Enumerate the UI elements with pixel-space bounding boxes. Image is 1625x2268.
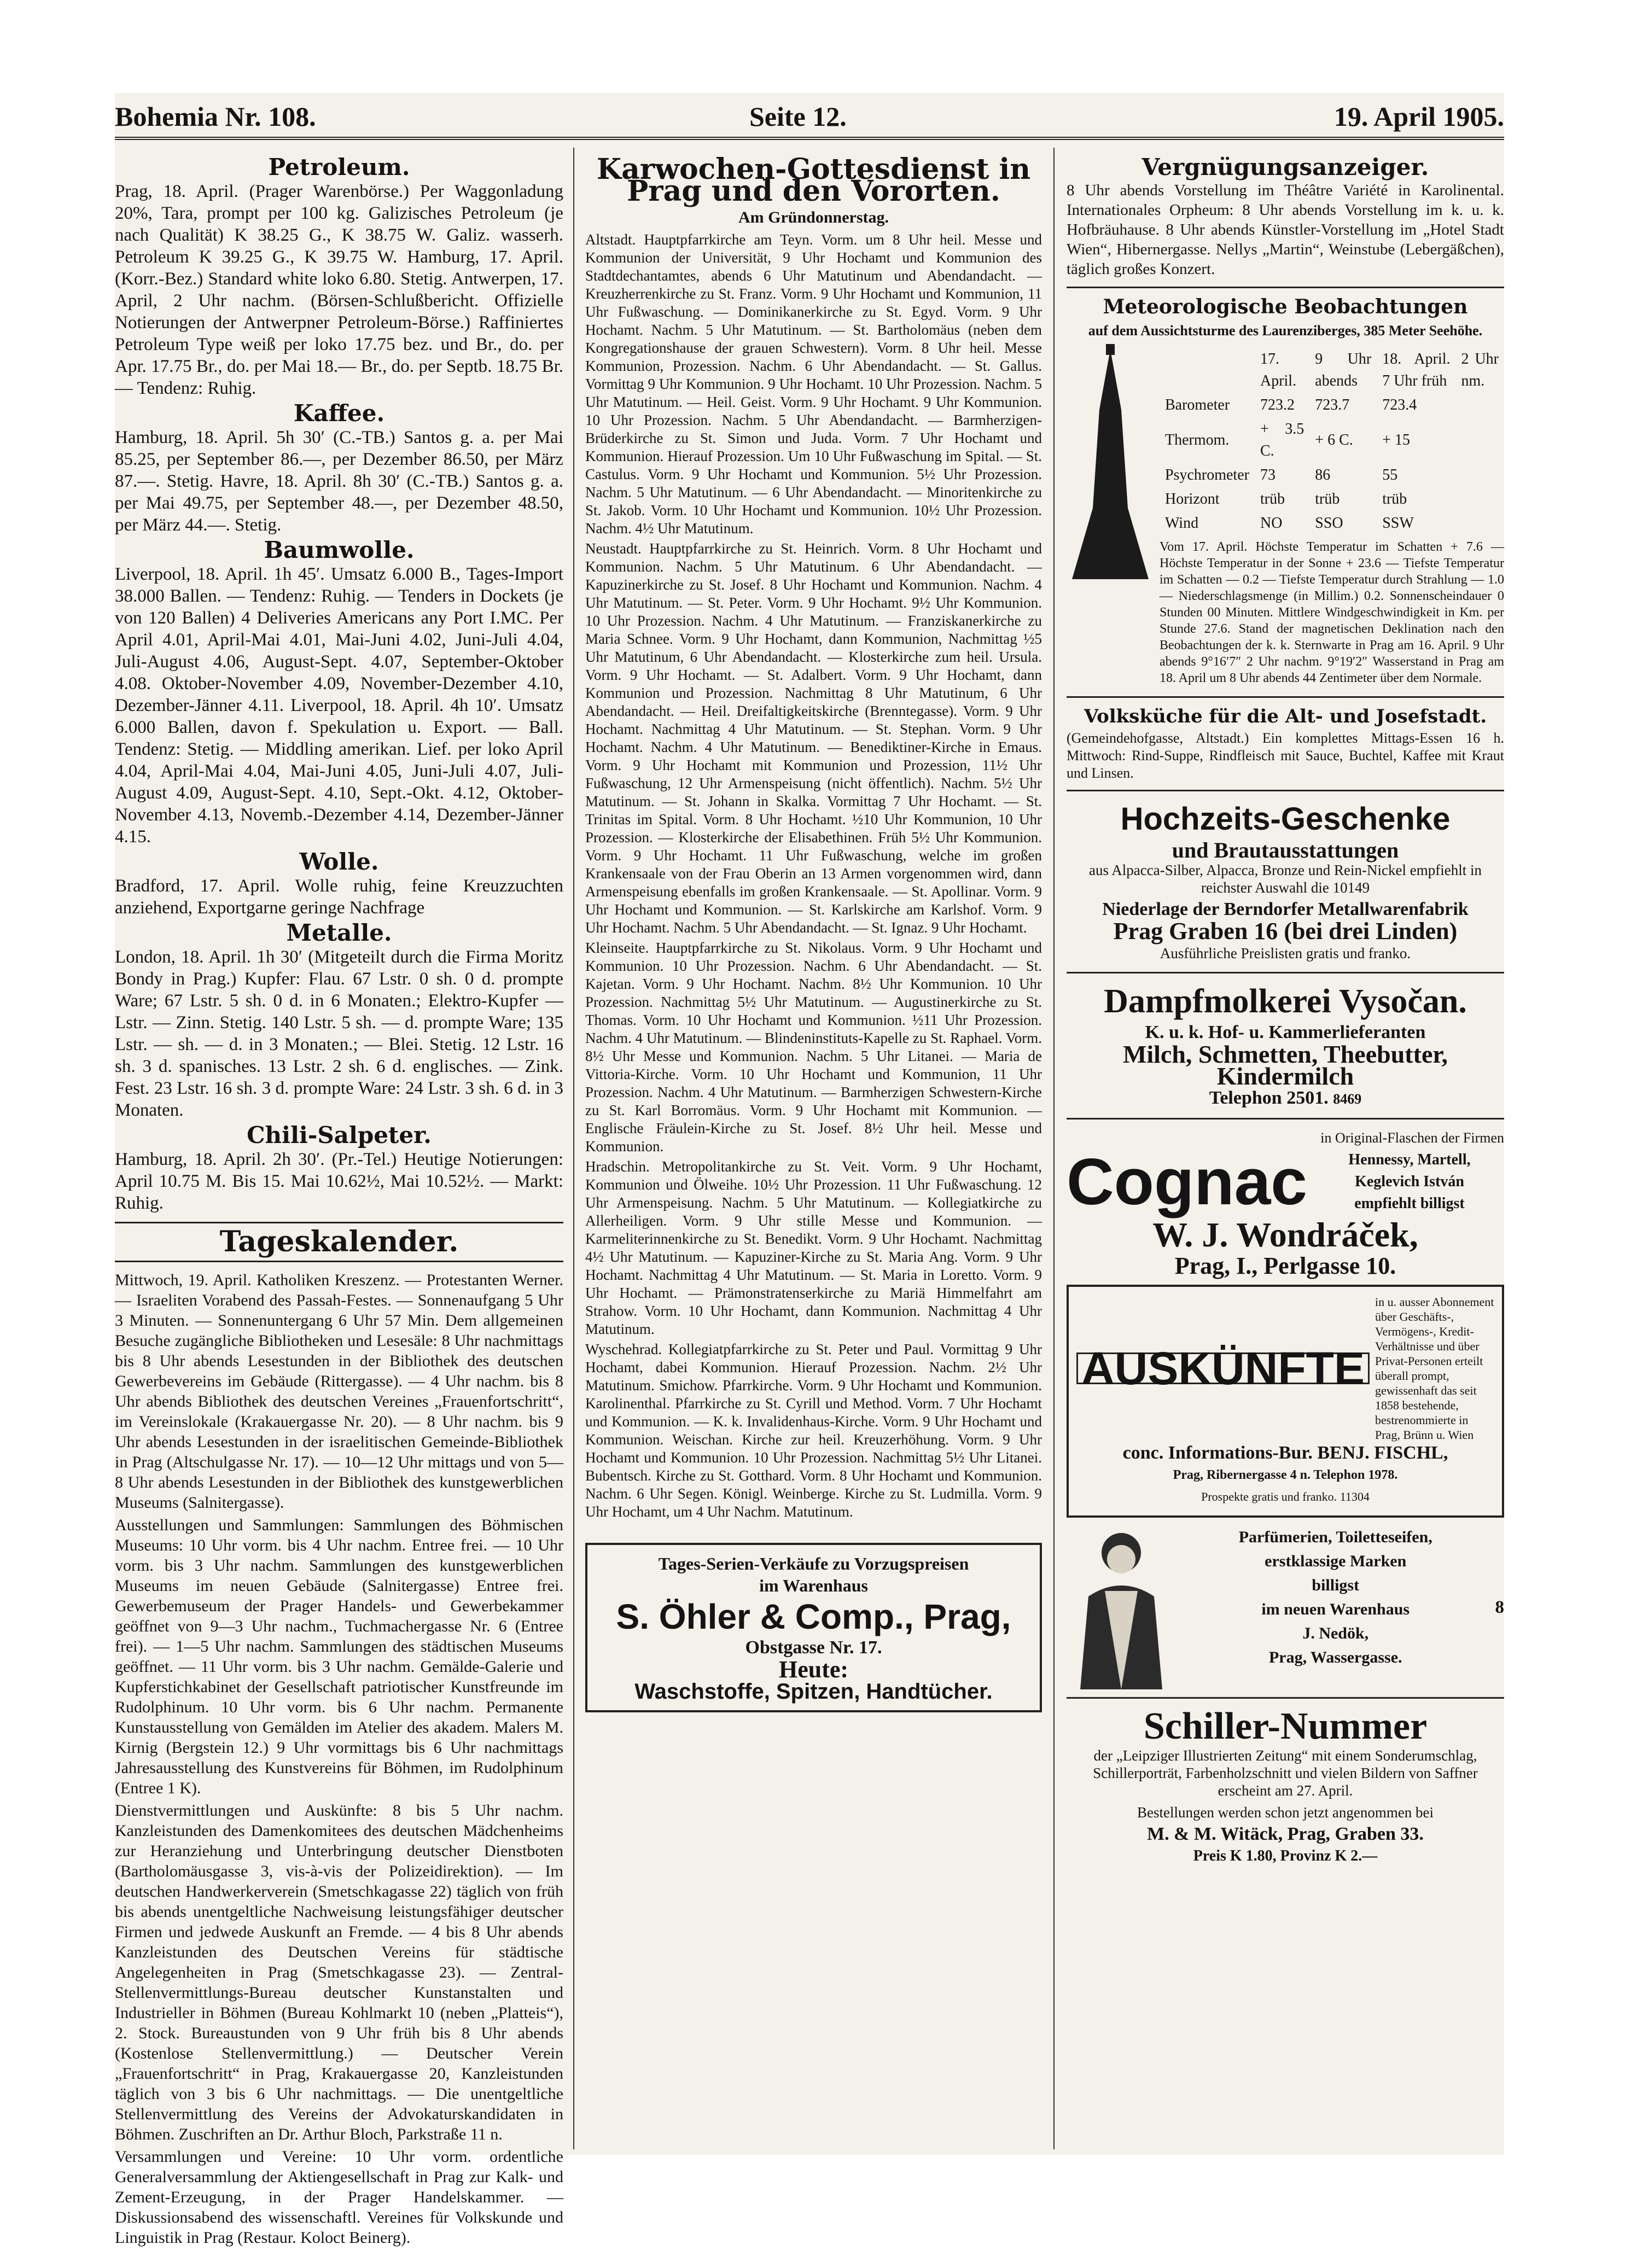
section-title-karwochen: Karwochen-Gottesdienst in Prag und den Vororten. [596,153,1031,208]
ad-parf-lines [1185,1525,1487,1689]
section-subtitle: Am Gründonnerstag. [738,208,889,226]
ad-dampf-telephone: Telephon 2501. 8469 [1209,1088,1362,1108]
weather-header-cell: 9 Uhr abends [1315,351,1372,389]
petroleum-report: Prag, 18. April. (Prager Warenbörse.) Per Waggonladung 20%, Tara, prompt per 100 kg. Galizisches Petroleum (je nach Qualität) K 38.25 G., K 38.75 W. Galiz. wasserh. Petroleum K 39.25 G., K 39.75 W. Hamburg, 17. April. (Korr.-Bez.) Standard white loko 6.80. Stetig. Antwerpen, 17. April, 2 Uhr nachm. (Börsen-Schlußbericht. Offizielle Notierungen der Antwerpner Petroleum-Börse.) Raffiniertes Petroleum Type weiß per loko 17.75 bez. und Br., do. per Apr. 17.75 Br., do. per Mai 18.— Br., do. per Septb. 18.75 Br. — Tendenz: Ruhig. [115,182,563,398]
weather-row [1160,393,1504,417]
column-gottesdienst [585,153,1042,2144]
ausstellungen-text: Ausstellungen und Sammlungen: Sammlungen des Böhmischen Museums: 10 Uhr vorm. bis 4 Uhr nachm. Entree frei. — 10 Uhr vorm. bis 3 Uhr nachm. Sammlungen des kunstgewerblichen Museums im neuen Gebäude (Salnitergasse) Entree frei. Gewerbemuseum der Prager Handels- und Gewerbekammer geöffnet von 9—3 Uhr nachm., Tuchmachergasse Nr. 6 (Entree frei). — 1—5 Uhr nachm. Sammlungen des städtischen Museums geöffnet. — 11 Uhr vorm. bis 3 Uhr nachm. Gemälde-Galerie und Kupferstichkabinet der Gesellschaft patriotischer Kunstfreunde im Rudolphinum. 10 Uhr vorm. bis 6 Uhr nachm. Permanente Kunstausstellung von Gemälden im Atelier des akadem. Malers M. Kirnig (Bergstein 12.) 9 Uhr vormittags bis 6 Uhr nachmittags Jahresausstellung des Kunstvereins für Böhmen, im Rudolphinum (Entree 1 K). [115,1516,563,1797]
ad-hochzeit-firm: Niederlage der Berndorfer Metallwarenfabrik [1102,899,1469,919]
ad-schiller [1067,1706,1504,1867]
weather-header-cell [1160,347,1255,393]
ad-oehler-today: Heute: [778,1656,849,1683]
weather-cell: 55 [1382,467,1398,483]
weather-cell: NO [1260,515,1283,532]
ad-auskuenfte-address: Prag, Ribernergasse 4 n. Telephon 1978. [1173,1468,1398,1482]
weather-cell: SSO [1315,515,1343,532]
weather-block [1067,344,1504,689]
section-title-kaffee: Kaffee. [293,400,385,427]
ad-parf-line: J. Nedök, [1302,1624,1369,1642]
vororte-text: Wyschehrad. Kollegiatpfarrkirche zu St. Peter und Paul. Vormittag 9 Uhr Hochamt, dabei Kommunion. Hierauf Prozession. Nachm. 2½ Uhr Matutinum. Smichow. Pfarrkirche. Vorm. 9 Uhr Hochamt und Kommunion. Karolinenthal. Pfarrkirche zu St. Cyrill und Method. Vorm. 7 Uhr Hochamt und Kommunion. — K. k. Invalidenhaus-Kirche. Vorm. 9 Uhr Hochamt und Kommunion. Weischan. Kirche zur heil. Kreuzerhöhung. Vorm. 9 Uhr Hochamt und Kommunion. 10 Uhr Prozession. Nachmittag 5½ Uhr Litanei. Bubentsch. Kirche zu St. Gotthard. Vorm. 8 Uhr Hochamt und Kommunion. Nachm. 6 Uhr Segen. Königl. Weinberge. Kirche zu St. Ludmilla. Vorm. 9 Uhr Hochamt, um 4 Uhr Nachm. Matutinum. [585,1341,1042,1520]
ad-dampf-title: Dampfmolkerei Vysočan. [1104,983,1467,1020]
column-divider [1053,148,1055,2149]
ad-oehler [585,1543,1042,1712]
weather-cell: + 15 [1382,432,1410,448]
newspaper-page [115,93,1504,2247]
weather-cell: trüb [1260,491,1285,508]
divider [1067,972,1504,973]
weather-cell: SSW [1382,515,1414,532]
weather-row [1160,511,1504,535]
ad-oehler-name: S. Öhler & Comp., Prag, [616,1597,1011,1636]
metalle-report: London, 18. April. 1h 30′ (Mitgeteilt durch die Firma Moritz Bondy in Prag.) Kupfer: Flau. 67 Lstr. 0 sh. 0 d. prompte Ware; 67 Lstr. 5 sh. 0 d. in 6 Monaten.; Elektro-Kupfer — Lstr. — Zinn. Stetig. 140 Lstr. 5 sh. — d. prompte Ware; 135 Lstr. — sh. — d. in 3 Monaten.; — Blei. Stetig. 12 Lstr. 16 sh. 3 d. spanisches. 13 Lstr. 2 sh. 6 d. englisches. — Zink. Fest. 23 Lstr. 16 sh. 3 d. prompte Ware: 24 Lstr. 3 sh. 6 d. in 3 Monaten. [115,947,563,1120]
ad-hochzeit-sub: und Brautausstattungen [1172,838,1399,862]
weather-cell: + 3.5 C. [1260,421,1304,459]
meteorologie-subtitle: auf dem Aussichtsturme des Laurenziberges, 385 Meter Seehöhe. [1088,323,1483,339]
weather-cell: Thermom. [1165,432,1230,448]
volkskueche-text: (Gemeindehofgasse, Altstadt.) Ein komplettes Mittags-Essen 16 h. Mittwoch: Rind-Suppe, Rindfleisch mit Sauce, Buchtel, Kaffee mit Kraut und Linsen. [1067,730,1504,781]
ad-dampf-sub2: Milch, Schmetten, Theebutter, Kindermilch [1122,1040,1448,1090]
column-divider [573,148,574,2149]
ad-hochzeit-address: Prag Graben 16 (bei drei Linden) [1113,918,1458,944]
section-title-petroleum: Petroleum. [268,154,410,180]
weather-row [1160,417,1504,463]
ad-schiller-text: der „Leipziger Illustrierten Zeitung“ mit einem Sonderumschlag, Schillerporträt, Farbenholzschnitt und vielen Bildern von Saffner erscheint am 27. April. [1093,1747,1478,1799]
ad-schiller-price: Preis K 1.80, Provinz K 2.— [1193,1847,1378,1864]
section-title-wolle: Wolle. [299,848,379,875]
hradschin-text: Hradschin. Metropolitankirche zu St. Veit. Vorm. 9 Uhr Hochamt, Kommunion und Ölweihe. 10½ Uhr Prozession. 11 Uhr Fußwaschung. 12 Uhr Armenspeisung. Nachm. 5 Uhr Matutinum. — Kollegiatkirche zu Allerheiligen. Vorm. 9 Uhr stille Messe und Kommunion. — Karmeliterinnenkirche zu St. Benedikt. Vorm. 9 Uhr Hochamt. Nachmittag 4½ Uhr Matutinum. — Kapuziner-Kirche zu St. Maria Ang. Vorm. 9 Uhr Hochamt. Nachmittag 4 Uhr Matutinum. — St. Maria in Loretto. Vorm. 9 Uhr Hochamt. — Prämonstratenserkirche zu Mariä Himmelfahrt am Strahow. Vorm. 10 Uhr Hochamt, dann Kommunion. Nachmittag 4 Uhr Matutinum. [585,1158,1042,1337]
divider [1067,696,1504,698]
weather-cell: Psychrometer [1165,467,1249,483]
ad-oehler-line1: Tages-Serien-Verkäufe zu Vorzugspreisen [658,1554,969,1573]
weather-cell: 73 [1260,467,1275,483]
baumwolle-report: Liverpool, 18. April. 1h 45′. Umsatz 6.000 B., Tages-Import 38.000 Ballen. — Tendenz: Ruhig. — Tenders in Dockets (je von 120 Ballen) 4 Deliveries Americans any Port I.MC. Per April 4.01, April-Mai 4.01, Mai-Juni 4.02, Juni-Juli 4.04, Juli-August 4.06, August-Sept. 4.07, September-Oktober 4.08. Oktober-November 4.09, November-Dezember 4.10, Dezember-Jänner 4.11. Liverpool, 18. April. 4h 10′. Umsatz 6.000 Ballen, davon f. Spekulation u. Export. — Ball. Tendenz: Stetig. — Middling amerikan. Lief. per loko April 4.04, April-Mai 4.04, Mai-Juni 4.05, Juni-Juli 4.07, Juli-August 4.09, August-Sept. 4.10, Sept.-Okt. 4.12, Oktober-November 4.13, Novemb.-Dezember 4.14, Dezember-Jänner 4.15. [115,564,563,847]
wolle-report: Bradford, 17. April. Wolle ruhig, feine Kreuzzuchten anziehend, Exportgarne geringe Nachfrage [115,876,563,918]
section-title-chili: Chili-Salpeter. [247,1122,432,1148]
page-header [115,93,1504,140]
ad-parf-number: 8 [1495,1597,1504,1617]
vergnuegung-text: 8 Uhr abends Vorstellung im Théâtre Variété in Karolinental. Internationales Orpheum: 8 Uhr abends Vorstellung im k. u. k. Hofbräuhause. 8 Uhr abends Künstler-Vorstellung im „Hotel Stadt Wien“, Hibernergasse. Nellys „Martin“, Weinstube (Lebergäßchen), täglich großes Konzert. [1067,182,1504,278]
ad-auskuenfte-number: 11304 [1339,1490,1370,1503]
ad-oehler-items: Waschstoffe, Spitzen, Handtücher. [634,1680,993,1704]
dienst-text: Dienstvermittlungen und Auskünfte: 8 bis 5 Uhr nachm. Kanzleistunden des Damenkomitees des deutschen Mädchenheims zur Heranziehung und Unterbringung deutscher Dienstboten (Bartholomäusgasse 3, vis-à-vis der Polizeidirektion). — Im deutschen Handwerkerverein (Smetschkagasse 22) täglich von früh bis abends unentgeltliche Nachweisung leistungsfähiger deutscher Firmen und jedwede Auskunft an Fremde. — 4 bis 8 Uhr abends Kanzleistunden des Deutschen Vereins für städtische Angelegenheiten in Prag (Smetschkagasse 23). — Zentral-Stellenvermittlungs-Bureau deutscher Kunstanstalten und Industrieller in Böhmen (Bureau Kohlmarkt 10 (neben „Platteis“), 2. Stock. Bureaustunden von 9 Uhr früh bis 8 Uhr abends (Kostenlose Stellenvermittlung.) — Deutscher Verein „Frauenfortschritt“ in Prag, Krakauergasse 20, Kanzleistunden täglich von 3 bis 6 Uhr nachmittags. — Die unentgeltliche Stellenvermittlung des Vereins der Advokaturskandidaten in Böhmen. Zuschriften an Dr. Arthur Bloch, Parkstraße 11 n. [115,1801,563,2143]
section-title-volkskueche: Volksküche für die Alt- und Josefstadt. [1084,706,1487,727]
section-title-baumwolle: Baumwolle. [264,537,415,563]
divider [115,1222,563,1223]
altstadt-text: Altstadt. Hauptpfarrkirche am Teyn. Vorm. um 8 Uhr heil. Messe und Kommunion der Universität, 9 Uhr Hochamt und Kommunion des Stadtdechantamtes, abends 6 Uhr Matutinum und Abendandacht. — Kreuzherrenkirche zu St. Franz. Vorm. 9 Uhr Hochamt und Kommunion, 11 Uhr Fußwaschung. — Dominikanerkirche zu St. Egyd. Vorm. 9 Uhr Hochamt. Nachm. 5 Uhr Matutinum. — St. Bartholomäus (neben dem Kongregationshause der grauen Schwestern). Vorm. 8 Uhr heil. Messe Kommunion, Prozession. Nachm. 6 Uhr Abendandacht. — St. Gallus. Vormittag 9 Uhr Kommunion. 9 Uhr Hochamt. 10 Uhr Prozession. Nachm. 5 Uhr Matutinum. — Heil. Geist. Vorm. 9 Uhr Hochamt. 9 Uhr Kommunion. 10 Uhr Prozession. Nachm. 5 Uhr Abendandacht. — Barmherzigen-Brüderkirche zu St. Simon und Juda. Vorm. 7 Uhr Hochamt und Kommunion. Hierauf Prozession. Um 10 Uhr Fußwaschung im Spital. — St. Castulus. Vorm. 9 Uhr Hochamt und Kommunion. 5½ Uhr Prozession. Nachm. 5 Uhr Matutinum. — 6 Uhr Abendandacht. — Minoritenkirche zu St. Jakob. Vorm. 10 Uhr Hochamt und Kommunion. 10½ Uhr Prozession. Nachm. 4½ Uhr Matutinum. [585,231,1042,537]
weather-cell: Barometer [1165,397,1230,413]
ad-parf-line: Prag, Wassergasse. [1268,1648,1402,1666]
weather-table-header [1160,347,1504,393]
versammlungen-text: Versammlungen und Vereine: 10 Uhr vorm. ordentliche Generalversammlung der Aktiengesellschaft in Prag zur Kalk- und Zement-Erzeugung, in der Prager Handelskammer. — Diskussionsabend des wissenschaftl. Vereines für Volkskunde und Linguistik in Prag (Restaur. Koloct Beinerg). [115,2148,563,2247]
weather-cell: 723.7 [1315,397,1350,413]
section-title-metalle: Metalle. [286,919,392,946]
weather-row [1160,463,1504,487]
ad-auskuenfte-foot: Prospekte gratis und franko. [1201,1490,1337,1503]
section-title-vergnuegung: Vergnügungsanzeiger. [1141,154,1429,180]
ad-auskuenfte [1067,1285,1504,1518]
ad-parf-line: erstklassige Marken [1265,1552,1407,1570]
weather-cell: Horizont [1165,491,1220,508]
weather-cell: trüb [1382,491,1407,508]
divider [1067,790,1504,791]
page-number: Seite 12. [749,101,847,132]
ad-auskuenfte-firm: conc. Informations-Bur. BENJ. FISCHL, [1122,1443,1448,1463]
divider [1067,1118,1504,1120]
ad-schiller-text2: Bestellungen werden schon jetzt angenommen bei [1137,1804,1434,1821]
ad-oehler-address: Obstgasse Nr. 17. [745,1637,882,1658]
ad-hochzeit [1067,799,1504,964]
neustadt-text: Neustadt. Hauptpfarrkirche zu St. Heinrich. Vorm. 8 Uhr Hochamt und Kommunion. Nachm. 5 Uhr Matutinum. 6 Uhr Abendandacht. — Kapuzinerkirche zu St. Josef. 8 Uhr Hochamt und Kommunion. Nachm. 4 Uhr Matutinum. — St. Peter. Vorm. 9 Uhr Hochamt. 9½ Uhr Kommunion. 10 Uhr Prozession. Nachm. 4 Uhr Matutinum. — Franziskanerkirche zu Maria Schnee. Vorm. 9 Uhr Hochamt, dann Kommunion, Nachmittag ½5 Uhr Matutinum, 6 Uhr Abendandacht. — Klosterkirche zum heil. Ursula. Vorm. 9 Uhr Hochamt. — St. Adalbert. Vorm. 9 Uhr Hochamt, dann Kommunion und Prozession. Nachmittag 8 Uhr Matutinum, 6 Uhr Abendandacht. — Heil. Dreifaltigkeitskirche (Brenntegasse). Vorm. 9 Uhr Hochamt. Nachmittag 4 Uhr Matutinum. — St. Stephan. Vorm. 9 Uhr Hochamt. Nachm. 4 Uhr Matutinum. — Benediktiner-Kirche in Emaus. Vorm. 9 Uhr Hochamt mit Kommunion und Prozession, 11½ Uhr Fußwaschung, 12 Uhr Armenspeisung (nicht öffentlich). Nachm. 5½ Uhr Matutinum. — St. Johann in Skalka. Vormittag 7 Uhr Hochamt. — St. Trinitas im Spital. Vorm. 8 Uhr Hochamt. ½10 Uhr Kommunion, 10 Uhr Prozession. — Klosterkirche der Elisabethinen. Früh 5½ Uhr Kommunion. Vorm. 9 Uhr Hochamt. 11 Uhr Fußwaschung, welche im großen Krankensaale von der Frau Oberin an 13 Armen vorgenommen wird, dann Armenspeisung ebenfalls im großen Krankensaale. — St. Apollinar. Vorm. 9 Uhr Hochamt und Kommunion. — St. Karlskirche am Karlshof. Vorm. 9 Uhr Hochamt. Nachm. 5 Uhr Abendandacht. — St. Ignaz. 9 Uhr Hochamt. [585,540,1042,936]
kaffee-report: Hamburg, 18. April. 5h 30′ (C.-TB.) Santos g. a. per Mai 85.25, per September 86.—, per Dezember 86.50, per März 87.—. Stetig. Havre, 18. April. 8h 30′ (C.-TB.) Santos g. a. per Mai 49.75, per September 48.—, per Dezember 48.50, per März 44.—. Stetig. [115,428,563,535]
divider [115,1261,563,1262]
ad-parf-line: billigst [1312,1576,1360,1594]
weather-header-cell: 17. April. [1260,351,1297,389]
chili-report: Hamburg, 18. April. 2h 30′. (Pr.-Tel.) Heutige Notierungen: April 10.75 M. Bis 15. Mai 10.62½, Mai 10.52½. — Markt: Ruhig. [115,1150,563,1213]
weather-notes: Vom 17. April. Höchste Temperatur im Schatten + 7.6 — Höchste Temperatur in der Sonne + 23.6 — Tiefste Temperatur im Schatten — 0.2 — Tiefste Temperatur durch Strahlung — 1.0 — Niederschlagsmenge (in Millim.) 0.2. Sonnenscheindauer 0 Stunden 00 Minuten. Mittlere Windgeschwindigkeit in Km. per Stunde 27.6. Stand der magnetischen Deklination nach den Beobachtungen der k. k. Sternwarte in Prag am 16. April. 9 Uhr abends 9°16′7″ 2 Uhr nachm. 9°19′2″ Wasserstand in Prag am 18. April um 8 Uhr abends 44 Zentimeter über dem Normale. [1160,540,1504,685]
weather-cell: + 6 C. [1315,432,1353,448]
issue-date: 19. April 1905. [1333,101,1504,132]
weather-cell: Wind [1165,515,1199,532]
ad-cognac-firms: Hennessy, Martell, Keglevich István empfiehlt billigst [1348,1151,1471,1212]
ad-cognac-address: Prag, I., Perlgasse 10. [1174,1252,1396,1279]
weather-row [1160,487,1504,511]
ad-cognac-pre: in Original-Flaschen der Firmen [1320,1130,1504,1146]
weather-cell: 86 [1315,467,1331,483]
weather-cell: 723.2 [1260,397,1295,413]
ad-parf-line: Parfümerien, Toiletteseifen, [1238,1528,1432,1546]
ad-schiller-firm: M. & M. Witäck, Prag, Graben 33. [1147,1824,1424,1844]
ad-hochzeit-title: Hochzeits-Geschenke [1120,801,1451,837]
ad-cognac-title: Cognac [1067,1145,1308,1218]
ad-dampfmolkerei [1067,981,1504,1110]
ad-auskuenfte-title: AUSKÜNFTE [1076,1352,1370,1384]
section-title-kalender: Tageskalender. [219,1225,459,1258]
column-markets [115,153,563,2247]
ad-cognac [1067,1127,1504,1277]
ad-hochzeit-foot: Ausführliche Preislisten gratis und franko. [1160,945,1411,961]
ad-cognac-name: W. J. Wondráček, [1152,1215,1418,1254]
divider [1067,1697,1504,1699]
ad-auskuenfte-text: in u. ausser Abonnement über Geschäfts-, Vermögens-, Kredit-Verhältnisse und über Privat-Personen erteilt überall prompt, gewissenhaft das seit 1858 bestehende, bestrenommierte in Prag, Brünn u. Wien [1375,1295,1494,1442]
weather-table [1160,347,1504,535]
weather-cell: 723.4 [1382,397,1417,413]
ad-hochzeit-text: aus Alpacca-Silber, Alpacca, Bronze und Rein-Nickel empfiehlt in reichster Auswahl die 10149 [1089,862,1482,896]
ad-parf-line: im neuen Warenhaus [1261,1600,1410,1618]
weather-header-cell: 18. April. 7 Uhr früh [1382,351,1451,389]
ad-parfuemerie [1067,1525,1504,1689]
weather-cell: trüb [1315,491,1340,508]
section-title-meteorologie: Meteorologische Beobachtungen [1103,295,1468,318]
lady-portrait-illustration [1067,1525,1176,1689]
kleinseite-text: Kleinseite. Hauptpfarrkirche zu St. Nikolaus. Vorm. 9 Uhr Hochamt und Kommunion. 10 Uhr Prozession. Nachm. 6 Uhr Abendandacht. — St. Kajetan. Vorm. 9 Uhr Hochamt. Nachm. 8½ Uhr Kommunion. 10 Uhr Prozession. Nachmittag 5½ Uhr Matutinum. — Augustinerkirche zu St. Thomas. Vorm. 10 Uhr Hochamt und Kommunion. ½11 Uhr Prozession. Nachm. 4 Uhr Matutinum. — Blindeninstituts-Kapelle zu St. Raphael. Vorm. 8½ Uhr Messe und Kommunion. Nachm. 5 Uhr Litanei. — Maria de Vittoria-Kirche. Vorm. 10 Uhr Hochamt und Kommunion, 11 Uhr Prozession. Nachm. 4 Uhr Matutinum. — Barmherzigen Schwestern-Kirche zu St. Karl Borromäus. Vorm. 9 Uhr Hochamt mit Kommunion. — Englische Fräulein-Kirche zu St. Josef. 8½ Uhr heil. Messe und Kommunion. [585,940,1042,1155]
divider [1067,287,1504,288]
masthead-issue: Bohemia Nr. 108. [115,101,316,132]
weather-header-cell: 2 Uhr nm. [1461,351,1499,389]
column-ads [1067,153,1504,2144]
ad-dampf-sub1: K. u. k. Hof- u. Kammerlieferanten [1145,1022,1426,1042]
kalender-text: Mittwoch, 19. April. Katholiken Kreszenz. — Protestanten Werner. — Israeliten Vorabend des Passah-Festes. — Sonnenaufgang 5 Uhr 3 Minuten. — Sonnenuntergang 6 Uhr 57 Min. Dem allgemeinen Besuche zugängliche Bibliotheken und Lesesäle: 8 Uhr nachmittags bis 8 Uhr abends Lesestunden in der Bibliothek des deutschen Gewerbevereins im Gebäude (Rittergasse). — 4 Uhr nachm. bis 8 Uhr abends Bibliothek des deutschen Vereines „Frauenfortschritt“, im Vereinslokale (Krakauergasse Nr. 20). — 8 Uhr nachm. bis 9 Uhr abends Lesestunden in der israelitischen Gemeinde-Bibliothek in Prag (Altschulgasse Nr. 17). — 10—12 Uhr mittags und von 5—8 Uhr abends Lesestunden in der Bibliothek des kunstgewerblichen Museums (Salnitergasse). [115,1271,563,1512]
ad-oehler-line2: im Warenhaus [759,1576,868,1595]
observation-tower-illustration [1067,344,1154,585]
ad-schiller-title: Schiller-Nummer [1143,1705,1428,1747]
